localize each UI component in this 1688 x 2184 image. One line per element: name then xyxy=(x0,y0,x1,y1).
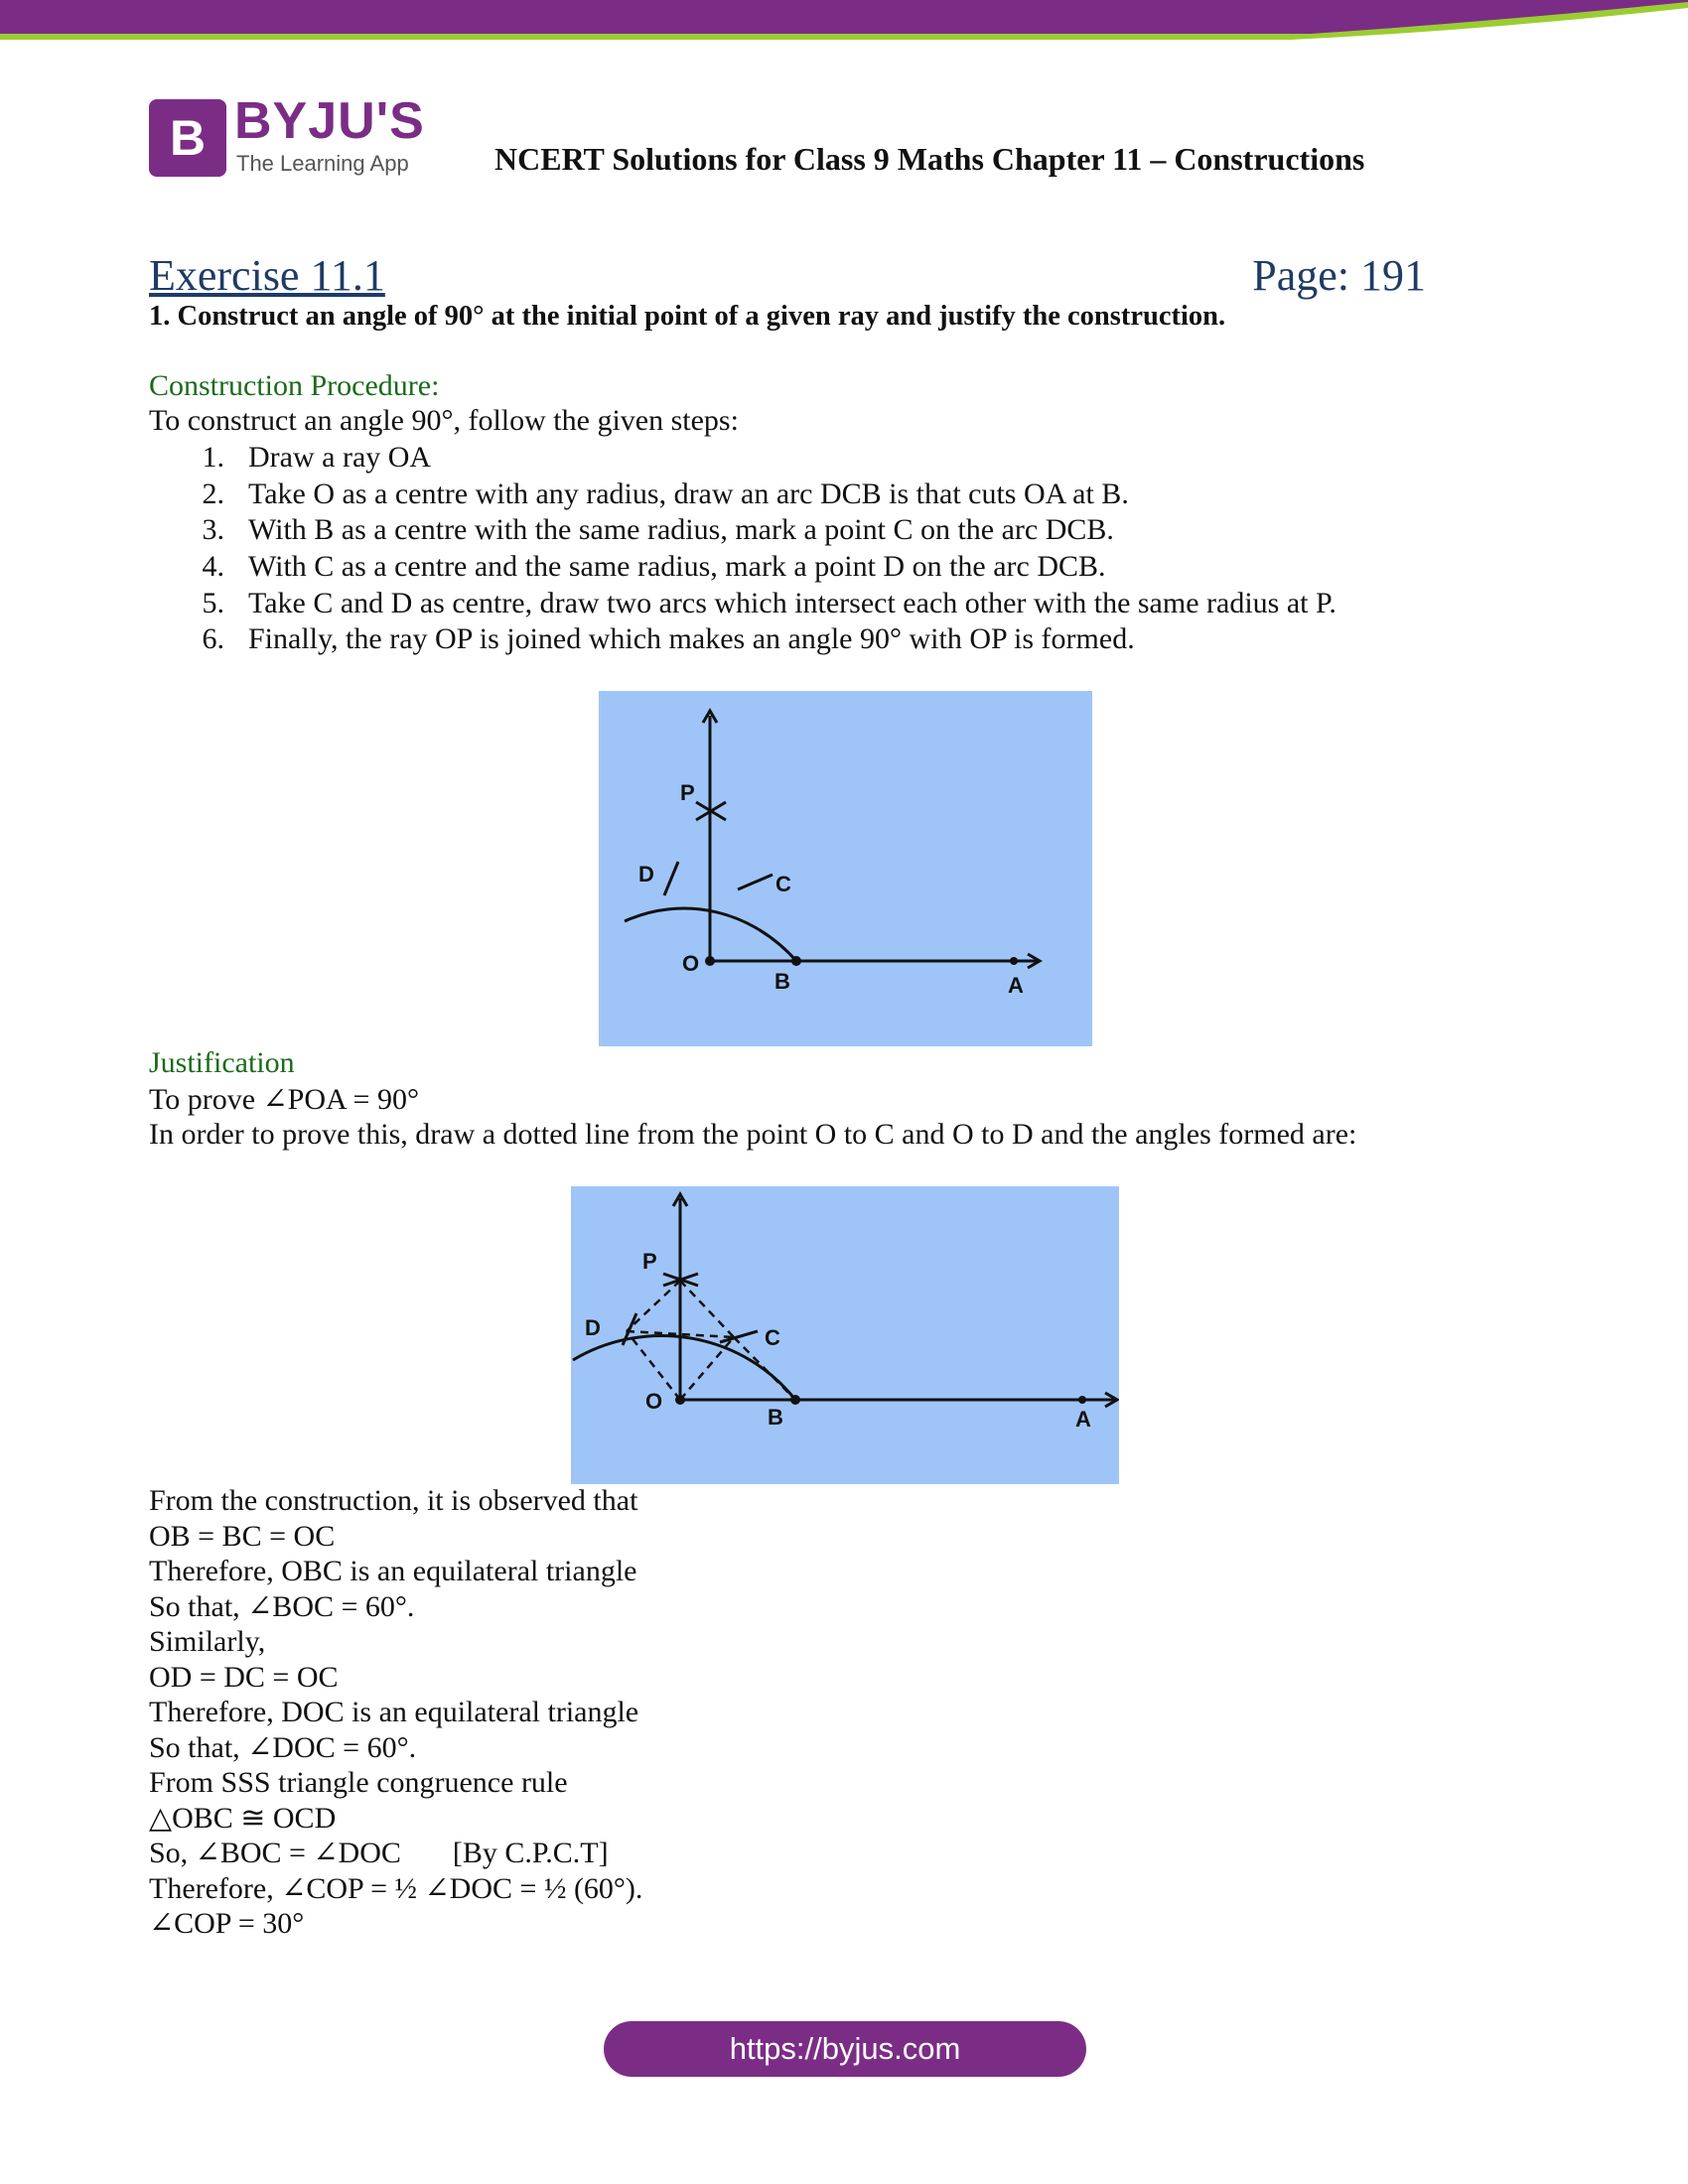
point-o xyxy=(705,956,715,966)
point-a xyxy=(1010,957,1018,965)
brand-tagline: The Learning App xyxy=(236,151,409,176)
proof-line: OD = DC = OC xyxy=(149,1660,339,1694)
step-number: 1. xyxy=(202,441,224,474)
label-d: D xyxy=(638,862,654,887)
label-o: O xyxy=(645,1389,663,1414)
step-number: 3. xyxy=(202,513,224,547)
step-item xyxy=(149,586,1336,622)
justification-intro: In order to prove this, draw a dotted line from the point O to C and O to D and the angles formed are: xyxy=(149,1118,1357,1151)
construction-intro: To construct an angle 90°, follow the given steps: xyxy=(149,404,739,437)
brand-name: BYJU'S xyxy=(234,92,425,150)
proof-line: From the construction, it is observed that xyxy=(149,1484,638,1517)
point-o xyxy=(675,1395,685,1405)
step-text: With B as a centre with the same radius, mark a point C on the arc DCB. xyxy=(248,513,1114,547)
step-item xyxy=(149,512,1336,549)
step-number: 6. xyxy=(202,622,224,656)
step-text: With C as a centre and the same radius, mark a point D on the arc DCB. xyxy=(248,550,1106,584)
label-b: B xyxy=(768,1405,783,1430)
question-text: 1. Construct an angle of 90° at the initial point of a given ray and justify the construction. xyxy=(149,301,1226,332)
point-a xyxy=(1078,1396,1086,1404)
proof-line: Therefore, OBC is an equilateral triangle xyxy=(149,1555,637,1587)
justification-heading: Justification xyxy=(149,1046,295,1079)
logo-letter: B xyxy=(169,110,207,166)
cpct-statement: So, ∠BOC = ∠DOC xyxy=(149,1837,401,1869)
step-number: 4. xyxy=(202,550,224,584)
page-number: Page: 191 xyxy=(1252,251,1426,300)
step-number: 2. xyxy=(202,477,224,510)
proof-line: From SSS triangle congruence rule xyxy=(149,1766,568,1799)
construction-steps xyxy=(149,440,1336,658)
point-b xyxy=(790,1395,800,1405)
label-b: B xyxy=(774,969,790,994)
point-b xyxy=(791,956,801,966)
justification-figure xyxy=(571,1186,1119,1484)
proof-line: ∠COP = 30° xyxy=(149,1907,305,1940)
top-color-band xyxy=(0,0,1688,60)
construction-figure xyxy=(599,691,1092,1046)
label-d: D xyxy=(585,1315,601,1340)
proof-line: Therefore, ∠COP = ½ ∠DOC = ½ (60°). xyxy=(149,1871,643,1905)
proof-line: Similarly, xyxy=(149,1625,266,1658)
proof-line: OB = BC = OC xyxy=(149,1519,336,1553)
proof-line: So that, ∠DOC = 60°. xyxy=(149,1730,417,1764)
label-a: A xyxy=(1008,973,1024,998)
document-title: NCERT Solutions for Class 9 Maths Chapter 11 – Constructions xyxy=(494,141,1365,177)
proof-line: △OBC ≅ OCD xyxy=(149,1801,337,1835)
label-a: A xyxy=(1075,1407,1091,1432)
label-c: C xyxy=(765,1325,780,1350)
byjus-logo xyxy=(149,92,437,181)
label-p: P xyxy=(680,780,695,805)
step-text: Take O as a centre with any radius, draw an arc DCB is that cuts OA at B. xyxy=(248,477,1129,510)
proof-line: Therefore, DOC is an equilateral triangle xyxy=(149,1696,639,1728)
label-o: O xyxy=(682,951,700,976)
step-item xyxy=(149,477,1336,513)
step-text: Take C and D as centre, draw two arcs which intersect each other with the same radius at P. xyxy=(248,586,1336,619)
step-item xyxy=(149,549,1336,586)
construction-heading: Construction Procedure: xyxy=(149,369,440,402)
proof-line-cpct xyxy=(149,1836,642,1871)
step-number: 5. xyxy=(202,586,224,619)
proof-lines xyxy=(149,1483,642,1942)
footer-url-link[interactable]: https://byjus.com xyxy=(604,2021,1086,2077)
proof-line: So that, ∠BOC = 60°. xyxy=(149,1589,415,1623)
cpct-note: [By C.P.C.T] xyxy=(452,1837,609,1869)
label-c: C xyxy=(775,872,791,896)
step-text: Finally, the ray OP is joined which makes an angle 90° with OP is formed. xyxy=(248,622,1135,656)
step-item xyxy=(149,621,1336,658)
label-p: P xyxy=(642,1249,657,1274)
step-text: Draw a ray OA xyxy=(248,441,432,474)
step-item xyxy=(149,440,1336,477)
logo-badge-icon xyxy=(149,99,226,177)
to-prove-text: To prove ∠POA = 90° xyxy=(149,1083,419,1116)
exercise-title: Exercise 11.1 xyxy=(149,251,385,300)
